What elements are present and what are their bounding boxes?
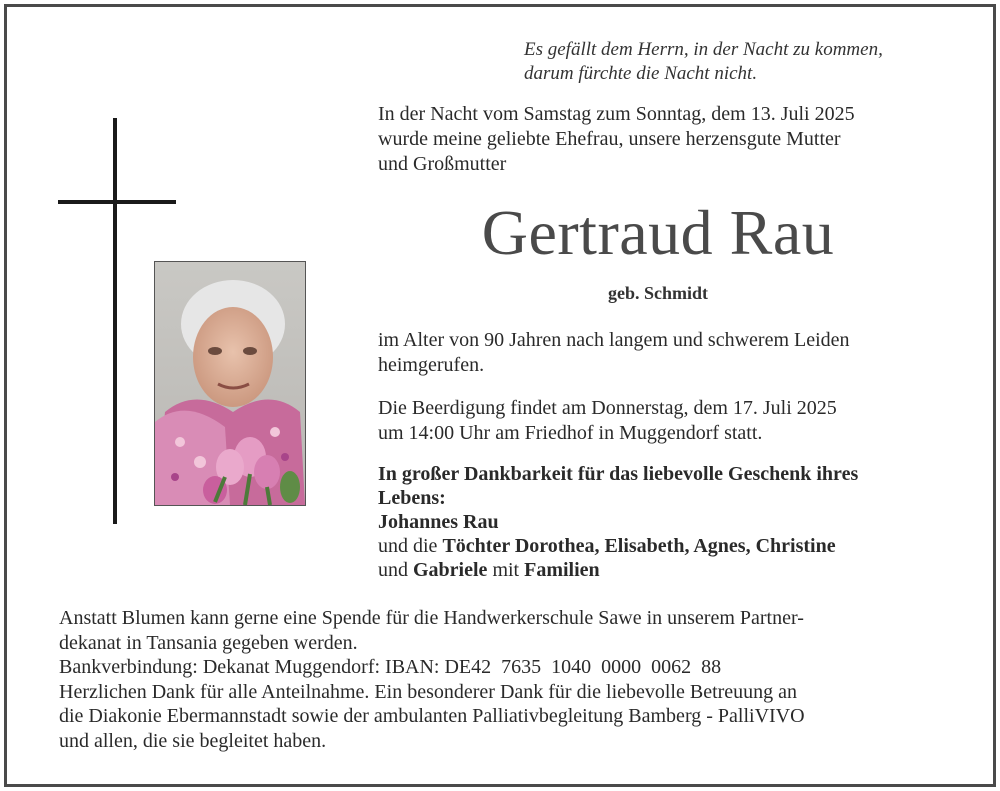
burial-line-2: um 14:00 Uhr am Friedhof in Muggendorf statt.	[378, 422, 763, 444]
bottom-line-2: dekanat in Tansania gegeben werden.	[59, 631, 358, 654]
portrait-illustration	[155, 262, 305, 505]
and-text: und die	[378, 535, 443, 557]
bottom-line-6: und allen, die sie begleitet haben.	[59, 729, 327, 752]
families-line	[378, 558, 968, 582]
gratitude-line-2: Lebens:	[378, 487, 446, 509]
intro-text	[378, 102, 958, 177]
burial-text	[378, 396, 958, 446]
maiden-name: geb. Schmidt	[607, 283, 708, 303]
intro-line-1: In der Nacht vom Samstag zum Sonntag, dem 13. Juli 2025	[378, 103, 855, 125]
intro-line-2: wurde meine geliebte Ehefrau, unsere herzensgute Mutter	[378, 128, 841, 150]
husband-name: Johannes Rau	[378, 511, 499, 533]
deceased-name: Gertraud Rau	[481, 197, 835, 268]
intro-line-3: und Großmutter	[378, 153, 507, 175]
motto	[524, 38, 974, 86]
motto-line-2: darum fürchte die Nacht nicht.	[524, 63, 758, 84]
bottom-line-5: die Diakonie Ebermannstadt sowie der ambulanten Palliativbegleitung Bamberg - PalliVIVO	[59, 705, 805, 727]
with-text: mit	[487, 559, 525, 581]
age-line-1: im Alter von 90 Jahren nach langem und schwerem Leiden	[378, 329, 850, 351]
families-text: Familien	[524, 559, 600, 581]
burial-line-1: Die Beerdigung findet am Donnerstag, dem 17. Juli 2025	[378, 397, 837, 419]
mourners-section	[378, 462, 968, 582]
daughters-line	[378, 534, 968, 558]
bank-details: Bankverbindung: Dekanat Muggendorf: IBAN: DE42 7635 1040 0000 0062 88	[59, 656, 722, 678]
age-text	[378, 328, 958, 378]
motto-line-1: Es gefällt dem Herrn, in der Nacht zu kommen,	[524, 39, 883, 60]
gabriele-name: Gabriele	[413, 559, 488, 581]
and-text-2: und	[378, 559, 413, 581]
age-line-2: heimgerufen.	[378, 354, 485, 376]
cross-horizontal-bar	[58, 200, 176, 204]
bottom-line-1: Anstatt Blumen kann gerne eine Spende für die Handwerkerschule Sawe in unserem Partner-	[59, 607, 804, 629]
daughters-names: Töchter Dorothea, Elisabeth, Agnes, Christine	[442, 535, 836, 557]
portrait-photo	[154, 261, 306, 506]
bottom-line-4: Herzlichen Dank für alle Anteilnahme. Ein besonderer Dank für die liebevolle Betreuung an	[59, 680, 798, 703]
gratitude-line-1: In großer Dankbarkeit für das liebevolle Geschenk ihres	[378, 463, 859, 485]
donation-and-thanks	[59, 606, 959, 753]
cross-vertical-bar	[113, 118, 117, 524]
